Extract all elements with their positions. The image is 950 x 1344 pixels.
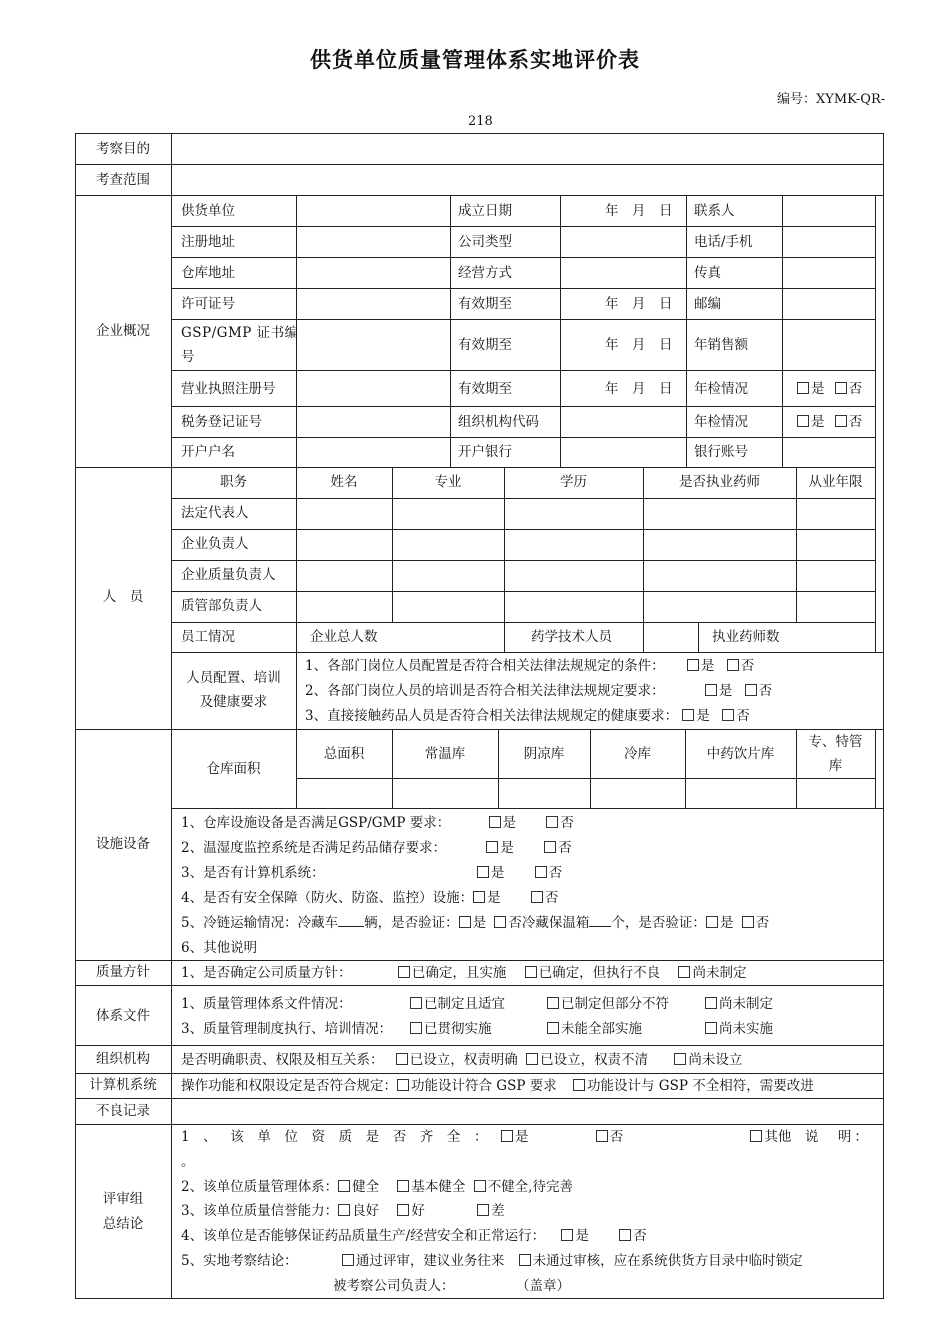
label-policy: 质量方针 xyxy=(96,964,150,980)
no-checkbox[interactable] xyxy=(535,866,547,878)
policy-opt-2-checkbox[interactable] xyxy=(525,966,537,978)
no-label: 否 xyxy=(544,890,559,906)
field-reg-addr: 注册地址 xyxy=(181,234,235,250)
no-label: 否 xyxy=(848,381,863,397)
area-col-special: 专、特管 xyxy=(808,734,863,750)
area-col: 冷库 xyxy=(624,746,651,762)
policy-opt-3-checkbox[interactable] xyxy=(678,966,690,978)
yes-label: 是 xyxy=(575,1228,589,1244)
review-q1-char: 是 xyxy=(365,1129,380,1145)
facility-q2 xyxy=(181,839,572,857)
review-q3-opt-2-checkbox[interactable] xyxy=(397,1204,409,1216)
area-col-special-2: 库 xyxy=(828,758,843,774)
field-biz-license: 营业执照注册号 xyxy=(181,381,276,397)
facility-q2-text: 2、温湿度监控系统是否满足药品储存要求： xyxy=(181,840,447,856)
facility-q5-text-c: 否冷藏保温箱 xyxy=(508,915,590,931)
yes-label: 是 xyxy=(490,865,505,881)
facility-q5-text-d: 个，是否验证： xyxy=(611,915,706,931)
yes-checkbox[interactable] xyxy=(486,841,498,853)
facility-q6: 6、其他说明 xyxy=(181,940,258,956)
signature-label: 被考察公司负责人： xyxy=(333,1278,455,1294)
field-supplier: 供货单位 xyxy=(181,203,235,219)
review-q1 xyxy=(181,1128,871,1146)
yes-label: 是 xyxy=(502,815,517,831)
facility-q4 xyxy=(181,889,558,907)
yes-label: 是 xyxy=(472,915,487,931)
review-q1-char: 1 xyxy=(181,1129,190,1145)
no-label: 否 xyxy=(560,815,574,831)
date-placeholder: 年 月 日 xyxy=(605,337,673,353)
yes-checkbox[interactable] xyxy=(477,866,489,878)
field-found-date: 成立日期 xyxy=(458,203,512,219)
field-bank-account: 银行账号 xyxy=(694,444,748,460)
req-3-text: 3、直接接触药品人员是否符合相关法律法规规定的健康要求： xyxy=(305,708,679,724)
staff-total: 企业总人数 xyxy=(310,629,378,645)
facility-q1-text: 1、仓库设施设备是否满足GSP/GMP 要求： xyxy=(181,815,451,831)
field-org-code: 组织机构代码 xyxy=(458,414,539,430)
org-opt-2: 已设立，权责不清 xyxy=(540,1052,649,1068)
review-q3-opt-1: 良好 xyxy=(352,1203,380,1219)
label-personnel: 人 员 xyxy=(102,589,144,605)
docs-q3-opt-2-label: 未能全部实施 xyxy=(561,1021,642,1037)
field-biz-mode: 经营方式 xyxy=(458,265,512,281)
no-checkbox[interactable] xyxy=(835,415,847,427)
policy-opt-2: 已确定，但执行不良 xyxy=(538,965,661,981)
docs-q1-opt-2-checkbox[interactable] xyxy=(547,997,559,1009)
col-header: 是否执业药师 xyxy=(679,474,760,490)
facility-q1 xyxy=(181,814,574,832)
req-2 xyxy=(305,682,772,700)
computer-opt-2-checkbox[interactable] xyxy=(573,1079,585,1091)
role-quality-head: 企业质量负责人 xyxy=(181,567,276,583)
review-q5-text: 5、实地考察结论： xyxy=(181,1253,298,1269)
review-q5 xyxy=(181,1252,803,1270)
role-qa-dept-head: 质管部负责人 xyxy=(181,598,262,614)
yes-checkbox[interactable] xyxy=(797,382,809,394)
facility-q3-text: 3、是否有计算机系统： xyxy=(181,865,325,881)
yes-checkbox[interactable] xyxy=(682,709,694,721)
org-opt-3: 尚未设立 xyxy=(688,1052,743,1068)
role-head: 企业负责人 xyxy=(181,536,249,552)
no-checkbox[interactable] xyxy=(494,916,506,928)
review-q2-opt-1-checkbox[interactable] xyxy=(338,1180,350,1192)
facility-q5-text-b: 辆，是否验证： xyxy=(364,915,459,931)
facility-q3 xyxy=(181,864,562,882)
label-overview: 企业概况 xyxy=(96,323,150,339)
no-checkbox[interactable] xyxy=(745,684,757,696)
no-checkbox[interactable] xyxy=(546,816,558,828)
review-q2-text: 2、该单位质量管理体系： xyxy=(181,1179,339,1195)
other-checkbox[interactable] xyxy=(750,1130,762,1142)
role-legal-rep: 法定代表人 xyxy=(181,505,249,521)
review-q3-opt-1-checkbox[interactable] xyxy=(338,1204,350,1216)
computer-question: 操作功能和权限设定是否符合规定： xyxy=(181,1078,397,1094)
label-bad-record: 不良记录 xyxy=(96,1103,150,1119)
no-label: 否 xyxy=(609,1129,624,1145)
req-label: 人员配置、培训 xyxy=(186,670,281,686)
label-review-2: 总结论 xyxy=(102,1216,144,1232)
no-checkbox[interactable] xyxy=(531,891,543,903)
review-q1-char: 齐 xyxy=(419,1129,434,1145)
review-q2-opt-1: 健全 xyxy=(352,1179,380,1195)
no-checkbox[interactable] xyxy=(742,916,754,928)
review-q1-char: 该 xyxy=(230,1129,244,1145)
yes-checkbox[interactable] xyxy=(687,659,699,671)
field-account-name: 开户户名 xyxy=(181,444,235,460)
review-q1-char: 全 xyxy=(446,1129,461,1145)
annual-check-options xyxy=(797,380,862,398)
review-q3-text: 3、该单位质量信誉能力： xyxy=(181,1203,339,1219)
docs-q3-opt-3 xyxy=(705,1020,773,1038)
org-question: 是否明确职责、权限及相互关系： xyxy=(181,1052,384,1068)
review-q5-pass-checkbox[interactable] xyxy=(342,1254,354,1266)
yes-checkbox[interactable] xyxy=(473,891,485,903)
label-scope: 考查范围 xyxy=(96,172,150,188)
review-q4-text: 4、该单位是否能够保证药品质量生产/经营安全和正常运行： xyxy=(181,1228,546,1244)
field-annual-check: 年检情况 xyxy=(694,414,748,430)
computer-row xyxy=(181,1077,814,1095)
label-org: 组织机构 xyxy=(96,1051,150,1067)
label-review-1: 评审组 xyxy=(102,1191,144,1207)
no-checkbox[interactable] xyxy=(544,841,556,853)
review-q5-fail: 未通过审核，应在系统供货方目录中临时锁定 xyxy=(532,1253,803,1269)
label-facilities: 设施设备 xyxy=(96,836,150,852)
docs-q3-opt-1 xyxy=(410,1020,492,1038)
review-q2-opt-3: 不健全,待完善 xyxy=(487,1179,573,1195)
form-code: 编号：XYMK-QR- xyxy=(777,92,886,107)
review-q1-char: 质 xyxy=(338,1129,353,1145)
req-label-2: 及健康要求 xyxy=(199,694,268,710)
field-contact: 联系人 xyxy=(694,203,735,219)
warehouse-area-label: 仓库面积 xyxy=(206,761,261,777)
field-company-type: 公司类型 xyxy=(458,234,512,250)
yes-checkbox[interactable] xyxy=(489,816,501,828)
review-q1-other xyxy=(750,1128,791,1146)
no-label: 否 xyxy=(736,708,750,724)
docs-q3-opt-1-label: 已贯彻实施 xyxy=(424,1021,492,1037)
field-valid-to: 有效期至 xyxy=(458,296,512,312)
review-q3-opt-2: 好 xyxy=(411,1203,425,1219)
no-label: 否 xyxy=(558,840,572,856)
policy-row xyxy=(181,964,746,982)
area-col: 常温库 xyxy=(424,746,466,762)
seal-label: （盖章） xyxy=(516,1278,570,1294)
org-row xyxy=(181,1051,742,1069)
review-q1-char: 、 xyxy=(203,1129,217,1145)
docs-q1-opt-3-checkbox[interactable] xyxy=(705,997,717,1009)
col-header: 学历 xyxy=(560,474,587,490)
org-opt-1: 已设立，权责明确 xyxy=(409,1052,518,1068)
yes-checkbox[interactable] xyxy=(705,684,717,696)
field-zip: 邮编 xyxy=(694,296,721,312)
review-q1-no xyxy=(596,1128,624,1146)
review-q3-opt-3: 差 xyxy=(491,1203,505,1219)
yes-label: 是 xyxy=(500,840,514,856)
review-q1-char: ： xyxy=(473,1129,488,1145)
no-label: 否 xyxy=(755,915,770,931)
req-2-text: 2、各部门岗位人员的培训是否符合相关法律法规规定要求： xyxy=(305,683,665,699)
label-docs: 体系文件 xyxy=(96,1008,150,1024)
facility-q5 xyxy=(181,914,769,932)
docs-q3-opt-2 xyxy=(547,1020,642,1038)
label-purpose: 考察目的 xyxy=(96,141,150,157)
yes-label: 是 xyxy=(696,708,710,724)
review-q5-pass: 通过评审，建议业务往来 xyxy=(355,1253,505,1269)
field-annual-sales: 年销售额 xyxy=(694,337,748,353)
date-placeholder: 年 月 日 xyxy=(605,203,673,219)
policy-opt-1: 已确定，且实施 xyxy=(411,965,507,981)
field-warehouse-addr: 仓库地址 xyxy=(181,265,235,281)
yes-checkbox[interactable] xyxy=(706,916,718,928)
yes-checkbox[interactable] xyxy=(797,415,809,427)
col-header: 姓名 xyxy=(330,474,358,490)
review-q1-char: 否 xyxy=(392,1129,407,1145)
no-label: 否 xyxy=(848,414,863,430)
org-opt-3-checkbox[interactable] xyxy=(674,1053,686,1065)
policy-question: 1、是否确定公司质量方针： xyxy=(181,965,352,981)
field-license-no: 许可证号 xyxy=(181,296,235,312)
facility-q5-text: 5、冷链运输情况：冷藏车 xyxy=(181,915,339,931)
yes-checkbox[interactable] xyxy=(561,1229,573,1241)
field-tax-reg: 税务登记证号 xyxy=(181,414,262,430)
field-phone: 电话/手机 xyxy=(694,234,753,250)
col-header: 从业年限 xyxy=(808,474,863,490)
field-bank: 开户银行 xyxy=(458,444,512,460)
yes-label: 是 xyxy=(515,1129,529,1145)
docs-q1-opt-2 xyxy=(547,995,669,1013)
docs-q3-opt-3-checkbox[interactable] xyxy=(705,1022,717,1034)
staff-licensed: 执业药师数 xyxy=(712,629,780,645)
review-q4 xyxy=(181,1227,647,1245)
no-label: 否 xyxy=(548,865,563,881)
facility-q4-text: 4、是否有安全保障（防火、防盗、监控）设施： xyxy=(181,890,474,906)
yes-checkbox[interactable] xyxy=(501,1130,513,1142)
field-valid-to: 有效期至 xyxy=(458,381,512,397)
page-title: 供货单位质量管理体系实地评价表 xyxy=(310,48,640,72)
review-q3-opt-3-checkbox[interactable] xyxy=(477,1204,489,1216)
docs-q1-opt-2-label: 已制定但部分不符 xyxy=(561,996,669,1012)
policy-opt-3: 尚未制定 xyxy=(692,965,747,981)
no-checkbox[interactable] xyxy=(619,1229,631,1241)
field-fax: 传真 xyxy=(694,265,721,281)
computer-opt-1: 功能设计符合 GSP 要求 xyxy=(411,1078,557,1094)
no-checkbox[interactable] xyxy=(722,709,734,721)
field-gsp-no-2: 号 xyxy=(181,349,195,365)
no-checkbox[interactable] xyxy=(727,659,739,671)
review-q1-char: 资 xyxy=(311,1129,325,1145)
other-label: 其他 xyxy=(764,1129,792,1145)
col-header: 职务 xyxy=(220,474,247,490)
area-col: 阴凉库 xyxy=(523,746,565,762)
no-label: 否 xyxy=(633,1228,647,1244)
yes-label: 是 xyxy=(487,890,501,906)
docs-q1-opt-3 xyxy=(705,995,773,1013)
review-q2-opt-2-checkbox[interactable] xyxy=(397,1180,409,1192)
staff-pharma-tech: 药学技术人员 xyxy=(531,629,612,645)
yes-label: 是 xyxy=(811,381,825,397)
yes-checkbox[interactable] xyxy=(459,916,471,928)
docs-q1-opt-1 xyxy=(410,995,505,1013)
review-q2 xyxy=(181,1178,573,1196)
req-3 xyxy=(305,707,750,725)
form-code-number: 218 xyxy=(468,114,493,129)
review-q1-yes xyxy=(501,1128,529,1146)
review-q1-end: 。 xyxy=(181,1154,195,1170)
yes-label: 是 xyxy=(719,915,734,931)
date-placeholder: 年 月 日 xyxy=(605,381,673,397)
area-col: 总面积 xyxy=(323,746,365,762)
org-opt-1-checkbox[interactable] xyxy=(396,1053,408,1065)
policy-opt-1-checkbox[interactable] xyxy=(398,966,410,978)
computer-opt-2: 功能设计与 GSP 不全相符，需要改进 xyxy=(587,1078,814,1094)
no-label: 否 xyxy=(740,658,755,674)
field-valid-to: 有效期至 xyxy=(458,337,512,353)
docs-q3-opt-2-checkbox[interactable] xyxy=(547,1022,559,1034)
docs-q3-text: 3、质量管理制度执行、培训情况： xyxy=(181,1021,393,1037)
no-checkbox[interactable] xyxy=(596,1130,608,1142)
explain-label: 说 明： xyxy=(804,1129,871,1145)
docs-q1-opt-1-label: 已制定且适宜 xyxy=(424,996,505,1012)
review-q2-opt-3-checkbox[interactable] xyxy=(474,1180,486,1192)
org-opt-2-checkbox[interactable] xyxy=(526,1053,538,1065)
review-q5-fail-checkbox[interactable] xyxy=(519,1254,531,1266)
staff-label: 员工情况 xyxy=(181,629,235,645)
area-col: 中药饮片库 xyxy=(706,746,775,762)
docs-q1-opt-3-label: 尚未制定 xyxy=(719,996,773,1012)
review-q3 xyxy=(181,1202,505,1220)
col-header: 专业 xyxy=(434,474,462,490)
yes-label: 是 xyxy=(811,414,825,430)
label-computer: 计算机系统 xyxy=(89,1077,157,1093)
docs-q3-opt-3-label: 尚未实施 xyxy=(719,1021,773,1037)
computer-opt-1-checkbox[interactable] xyxy=(397,1079,409,1091)
docs-q1-text: 1、质量管理体系文件情况： xyxy=(181,996,352,1012)
review-q1-char: 单 xyxy=(257,1129,271,1145)
yes-label: 是 xyxy=(718,683,733,699)
docs-q3-opt-1-checkbox[interactable] xyxy=(410,1022,422,1034)
date-placeholder: 年 月 日 xyxy=(605,296,673,312)
no-checkbox[interactable] xyxy=(835,382,847,394)
field-gsp-no: GSP/GMP 证书编 xyxy=(181,325,299,341)
annual-check-options xyxy=(797,413,862,431)
yes-label: 是 xyxy=(700,658,715,674)
docs-q1-opt-1-checkbox[interactable] xyxy=(410,997,422,1009)
req-1-text: 1、各部门岗位人员配置是否符合相关法律法规规定的条件： xyxy=(305,658,665,674)
no-label: 否 xyxy=(758,683,773,699)
review-q1-char: 位 xyxy=(284,1129,298,1145)
req-1 xyxy=(305,657,754,675)
review-q2-opt-2: 基本健全 xyxy=(411,1179,466,1195)
field-annual-check: 年检情况 xyxy=(694,381,748,397)
